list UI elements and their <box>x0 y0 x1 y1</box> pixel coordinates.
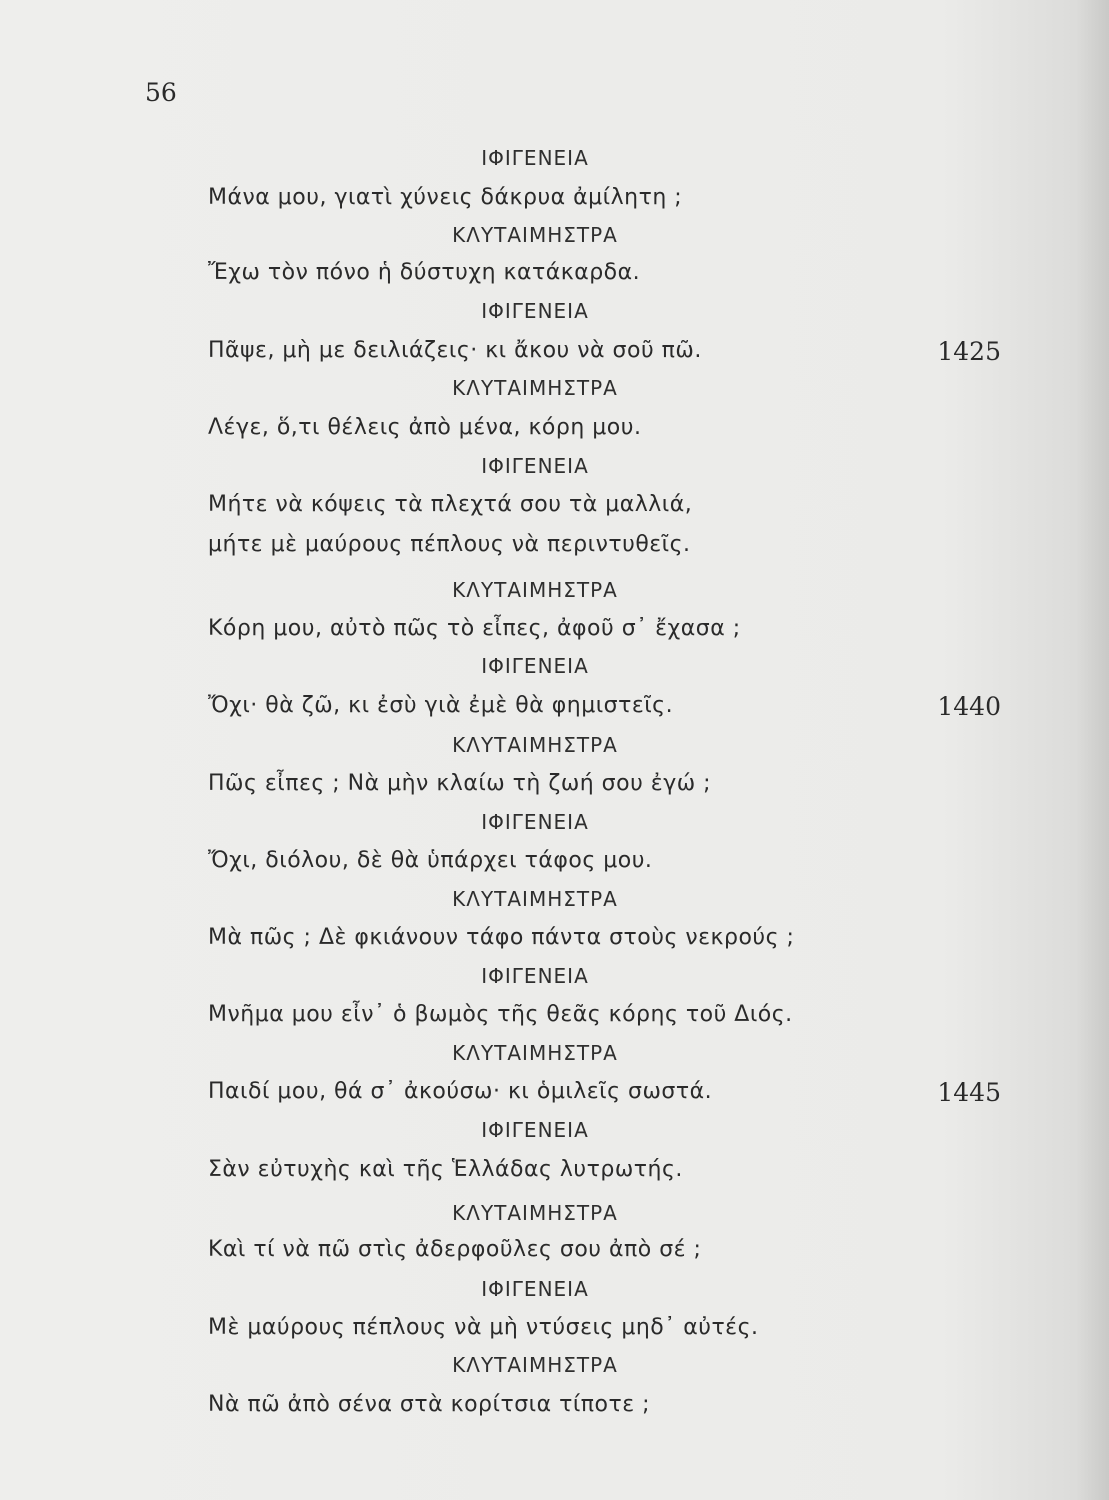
line-number: 1445 <box>937 1078 1001 1107</box>
verse-line: μήτε μὲ μαύρους πέπλους νὰ περιντυθεῖς. <box>208 532 691 557</box>
verse-line: Μνῆμα μου εἶν᾿ ὁ βωμὸς τῆς θεᾶς κόρης τοῦ Διός. <box>208 1002 793 1027</box>
verse-line: Μήτε νὰ κόψεις τὰ πλεχτά σου τὰ μαλλιά, <box>208 492 693 517</box>
speaker-label: ΚΛΥΤΑΙΜΗΣΤΡΑ <box>452 1201 618 1225</box>
verse-line: Ὄχι, διόλου, δὲ θὰ ὑπάρχει τάφος μου. <box>208 848 653 873</box>
speaker-label: ΙΦΙΓΕΝΕΙΑ <box>481 654 589 678</box>
speaker-label: ΙΦΙΓΕΝΕΙΑ <box>481 454 589 478</box>
verse-line: Μάνα μου, γιατὶ χύνεις δάκρυα ἀμίλητη ; <box>208 185 683 210</box>
line-number: 1425 <box>937 337 1001 366</box>
verse-line: Πᾶψε, μὴ με δειλιάζεις· κι ἄκου νὰ σοῦ πῶ. <box>208 338 702 363</box>
speaker-label: ΙΦΙΓΕΝΕΙΑ <box>481 1277 589 1301</box>
verse-line: Κόρη μου, αὐτὸ πῶς τὸ εἶπες, ἀφοῦ σ᾿ ἔχασα ; <box>208 616 741 641</box>
speaker-label: ΙΦΙΓΕΝΕΙΑ <box>481 964 589 988</box>
speaker-label: ΚΛΥΤΑΙΜΗΣΤΡΑ <box>452 1353 618 1377</box>
verse-line: Ἔχω τὸν πόνο ἡ δύστυχη κατάκαρδα. <box>208 260 641 285</box>
line-number: 1440 <box>937 692 1001 721</box>
speaker-label: ΚΛΥΤΑΙΜΗΣΤΡΑ <box>452 376 618 400</box>
speaker-label: ΙΦΙΓΕΝΕΙΑ <box>481 299 589 323</box>
speaker-label: ΚΛΥΤΑΙΜΗΣΤΡΑ <box>452 223 618 247</box>
verse-line: Νὰ πῶ ἀπὸ σένα στὰ κορίτσια τίποτε ; <box>208 1392 651 1417</box>
speaker-label: ΚΛΥΤΑΙΜΗΣΤΡΑ <box>452 1041 618 1065</box>
verse-line: Σὰν εὐτυχὴς καὶ τῆς Ἑλλάδας λυτρωτής. <box>208 1157 683 1182</box>
speaker-label: ΙΦΙΓΕΝΕΙΑ <box>481 146 589 170</box>
verse-line: Παιδί μου, θά σ᾿ ἀκούσω· κι ὁμιλεῖς σωστά. <box>208 1079 713 1104</box>
speaker-label: ΚΛΥΤΑΙΜΗΣΤΡΑ <box>452 733 618 757</box>
speaker-label: ΚΛΥΤΑΙΜΗΣΤΡΑ <box>452 887 618 911</box>
speaker-label: ΚΛΥΤΑΙΜΗΣΤΡΑ <box>452 578 618 602</box>
page-number: 56 <box>145 78 177 107</box>
verse-line: Μὲ μαύρους πέπλους νὰ μὴ ντύσεις μηδ᾿ αὐτές. <box>208 1315 759 1340</box>
speaker-label: ΙΦΙΓΕΝΕΙΑ <box>481 1118 589 1142</box>
speaker-label: ΙΦΙΓΕΝΕΙΑ <box>481 810 589 834</box>
verse-line: Λέγε, ὅ,τι θέλεις ἀπὸ μένα, κόρη μου. <box>208 415 642 440</box>
verse-line: Μὰ πῶς ; Δὲ φκιάνουν τάφο πάντα στοὺς νεκρούς ; <box>208 925 795 950</box>
verse-line: Πῶς εἶπες ; Νὰ μὴν κλαίω τὴ ζωή σου ἐγώ ; <box>208 771 712 796</box>
verse-line: Καὶ τί νὰ πῶ στὶς ἀδερφοῦλες σου ἀπὸ σέ ; <box>208 1237 702 1262</box>
verse-line: Ὄχι· θὰ ζῶ, κι ἐσὺ γιὰ ἐμὲ θὰ φημιστεῖς. <box>208 693 674 718</box>
